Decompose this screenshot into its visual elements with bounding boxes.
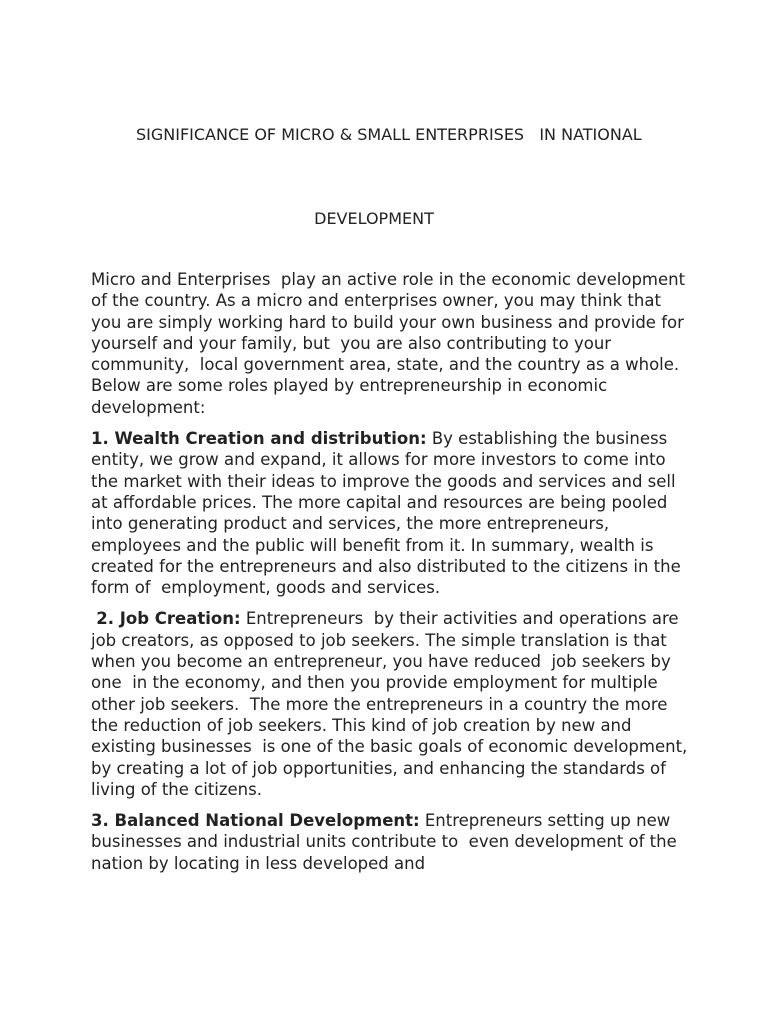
section-balanced-development xyxy=(91,810,691,874)
document-title: SIGNIFICANCE OF MICRO & SMALL ENTERPRISES IN NATIONAL xyxy=(136,125,642,144)
section-heading: 1. Wealth Creation and distribution: xyxy=(91,429,427,449)
document-subtitle: DEVELOPMENT xyxy=(314,209,434,228)
section-heading: 2. Job Creation: xyxy=(96,609,241,629)
section-heading: 3. Balanced National Development: xyxy=(91,811,420,831)
intro-paragraph: Micro and Enterprises play an active role in the economic development of the country. As a micro and enterprises owner, you may think that you are simply working hard to build your own business and provide for yourself and your family, but you are also contributing to your community, local government area, state, and the country as a whole. Below are some roles played by entrepreneurship in economic development: xyxy=(91,270,696,417)
section-text: Entrepreneurs by their activities and operations are job creators, as opposed to job seekers. The simple translation is that when you become an entrepreneur, you have reduced job seekers by one in the economy, and then you provide employment for multiple other job seekers. The more the entrepreneurs in a country the more the reduction of job seekers. This kind of job creation by new and existing businesses is one of the basic goals of economic development, by creating a lot of job opportunities, and enhancing the standards of living of the citizens. xyxy=(91,609,693,799)
document-body xyxy=(91,269,696,884)
section-wealth-creation xyxy=(91,428,691,598)
section-job-creation xyxy=(91,608,691,800)
section-text: Entrepreneurs setting up new businesses and industrial units contribute to even development of the nation by locating in less developed and xyxy=(91,811,682,873)
section-text: By establishing the business entity, we grow and expand, it allows for more investors to come into the market with their ideas to improve the goods and services and sell at affordable prices. The more capital and resources are being pooled into generating product and services, the more entrepreneurs, employees and the public will benefit from it. In summary, wealth is created for the entrepreneurs and also distributed to the citizens in the form of employment, goods and services. xyxy=(91,429,686,598)
